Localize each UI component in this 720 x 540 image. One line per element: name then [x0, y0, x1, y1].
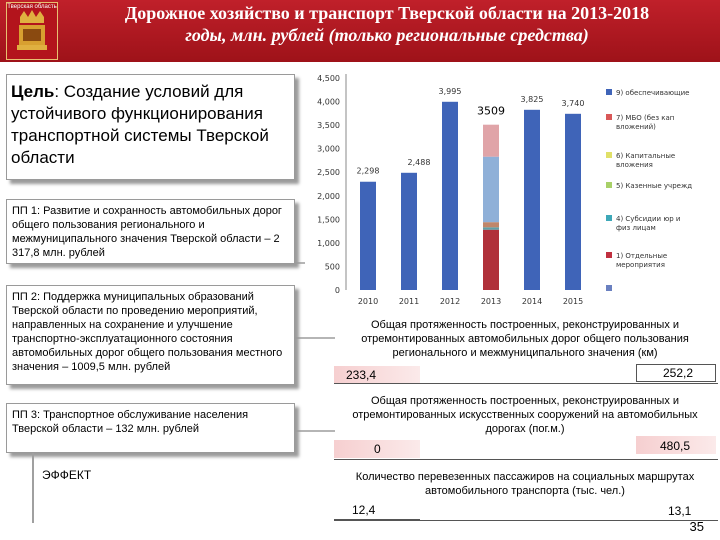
subprogram-2-box	[6, 285, 295, 385]
bar-value-label: 2,298	[356, 166, 380, 176]
legend-label: 7) МБО (без кап	[616, 114, 675, 122]
goal-text: : Создание условий для устойчивого функционирования транспортной системы Тверской области	[11, 82, 269, 167]
effect-label: ЭФФЕКТ	[42, 468, 92, 482]
subprogram-2-text: ПП 2: Поддержка муниципальных образований Тверской области по проведению мероприятий, направленных на сохранение и улучшение транспортно-эксплуатационного состояния автомобильных дорог общего пользования местного значения – 1009,5 млн. рублей	[12, 291, 283, 373]
y-tick-label: 2,500	[317, 168, 340, 178]
page-number: 35	[689, 519, 704, 534]
x-tick-label: 2013	[480, 297, 502, 306]
budget-bar-chart	[300, 64, 720, 314]
bar-value-label: 3,825	[520, 94, 544, 104]
bar-2010	[360, 182, 376, 290]
x-tick-label: 2010	[357, 297, 379, 306]
indicator-1-from-value: 233,4	[346, 368, 377, 382]
indicator-2-from-value: 0	[374, 442, 381, 456]
x-tick-label: 2012	[439, 297, 461, 306]
bar-value-label: 3,740	[561, 98, 585, 108]
bar-value-label: 3,995	[438, 86, 462, 96]
legend-label: 4) Субсидии юр и	[616, 215, 681, 223]
legend-label: вложений)	[616, 123, 656, 131]
stack-segment	[483, 157, 499, 222]
stack-segment	[483, 227, 499, 229]
x-tick-label: 2015	[562, 297, 584, 306]
goal-label: Цель	[11, 82, 55, 101]
indicator-1-arrow	[334, 383, 718, 384]
x-tick-label: 2014	[521, 297, 543, 306]
subprogram-3-text: ПП 3: Транспортное обслуживание населения Тверской области – 132 млн. рублей	[12, 409, 249, 435]
indicator-2-arrow	[334, 459, 718, 460]
bars	[357, 87, 585, 290]
legend-label: 1) Отдельные	[616, 252, 668, 260]
legend-swatch	[606, 252, 612, 258]
subprogram-3-box	[6, 403, 295, 453]
effect-divider	[32, 453, 34, 523]
indicator-1-text: Общая протяженность построенных, реконструированных и отремонтированных автомобильных дорог общего пользования регионального и межмуниципального значения (км)	[361, 319, 689, 359]
bar-2011	[401, 173, 417, 290]
title-line-1: Дорожное хозяйство и транспорт Тверской области на 2013-2018	[124, 3, 650, 23]
x-tick-label: 2011	[398, 297, 420, 306]
subprogram-1-box	[6, 199, 295, 264]
bar-value-label: 2,488	[407, 157, 431, 167]
indicator-2-to-value: 480,5	[660, 439, 691, 453]
legend	[606, 89, 692, 291]
legend-label: вложения	[616, 161, 653, 169]
legend-swatch	[606, 114, 612, 120]
logo-caption: Тверская область	[7, 4, 57, 10]
legend-label: физ лицам	[616, 224, 656, 232]
page-title	[82, 2, 692, 46]
y-tick-label: 0	[334, 286, 340, 295]
crown-throne-icon	[7, 3, 57, 59]
legend-swatch	[606, 89, 612, 95]
legend-swatch	[606, 285, 612, 291]
connector-line	[295, 337, 335, 339]
legend-label: 5) Казенные учрежд	[616, 182, 693, 190]
subprogram-1-text: ПП 1: Развитие и сохранность автомобильных дорог общего пользования регионального и межмуниципального значения Тверской области – 2 317,8 млн. рублей	[12, 205, 282, 259]
stack-total-label: 3509	[477, 104, 505, 118]
indicator-3-arrow	[334, 520, 718, 521]
y-tick-label: 4,000	[317, 97, 340, 107]
connector-line	[295, 430, 335, 432]
indicator-3-text: Количество перевезенных пассажиров на социальных маршрутах автомобильного транспорта (тыс. чел.)	[355, 471, 695, 497]
bar-2012	[442, 102, 458, 290]
y-tick-label: 3,500	[317, 121, 340, 131]
title-line-2: годы, млн. рублей (только региональные средства)	[185, 25, 589, 45]
y-tick-label: 3,000	[317, 144, 340, 154]
indicator-2-text: Общая протяженность построенных, реконструированных и отремонтированных искусственных сооружений на автомобильных дорогах (пог.м.)	[352, 395, 698, 435]
indicator-3-from-value: 12,4	[352, 503, 376, 517]
y-tick-label: 500	[324, 262, 340, 272]
stack-segment	[483, 222, 499, 227]
y-tick-label: 4,500	[317, 74, 340, 83]
y-axis	[317, 74, 346, 295]
coat-of-arms-logo	[6, 2, 58, 60]
legend-label: мероприятия	[616, 261, 665, 269]
bar-2014	[524, 110, 540, 290]
y-tick-label: 1,500	[317, 215, 340, 225]
legend-label: 9) обеспечивающие	[616, 89, 690, 97]
goal-box	[6, 74, 295, 180]
legend-swatch	[606, 152, 612, 158]
stack-segment	[483, 125, 499, 157]
indicator-1-to-value: 252,2	[663, 366, 694, 380]
x-axis	[358, 297, 583, 306]
legend-swatch	[606, 215, 612, 221]
y-tick-label: 2,000	[317, 191, 340, 201]
indicator-3-to-value: 13,1	[668, 504, 692, 518]
bar-2015	[565, 114, 581, 290]
header-bar	[0, 0, 720, 62]
legend-label: 6) Капитальные	[616, 152, 676, 160]
y-tick-label: 1,000	[317, 238, 340, 248]
stack-segment	[483, 230, 499, 290]
legend-swatch	[606, 182, 612, 188]
